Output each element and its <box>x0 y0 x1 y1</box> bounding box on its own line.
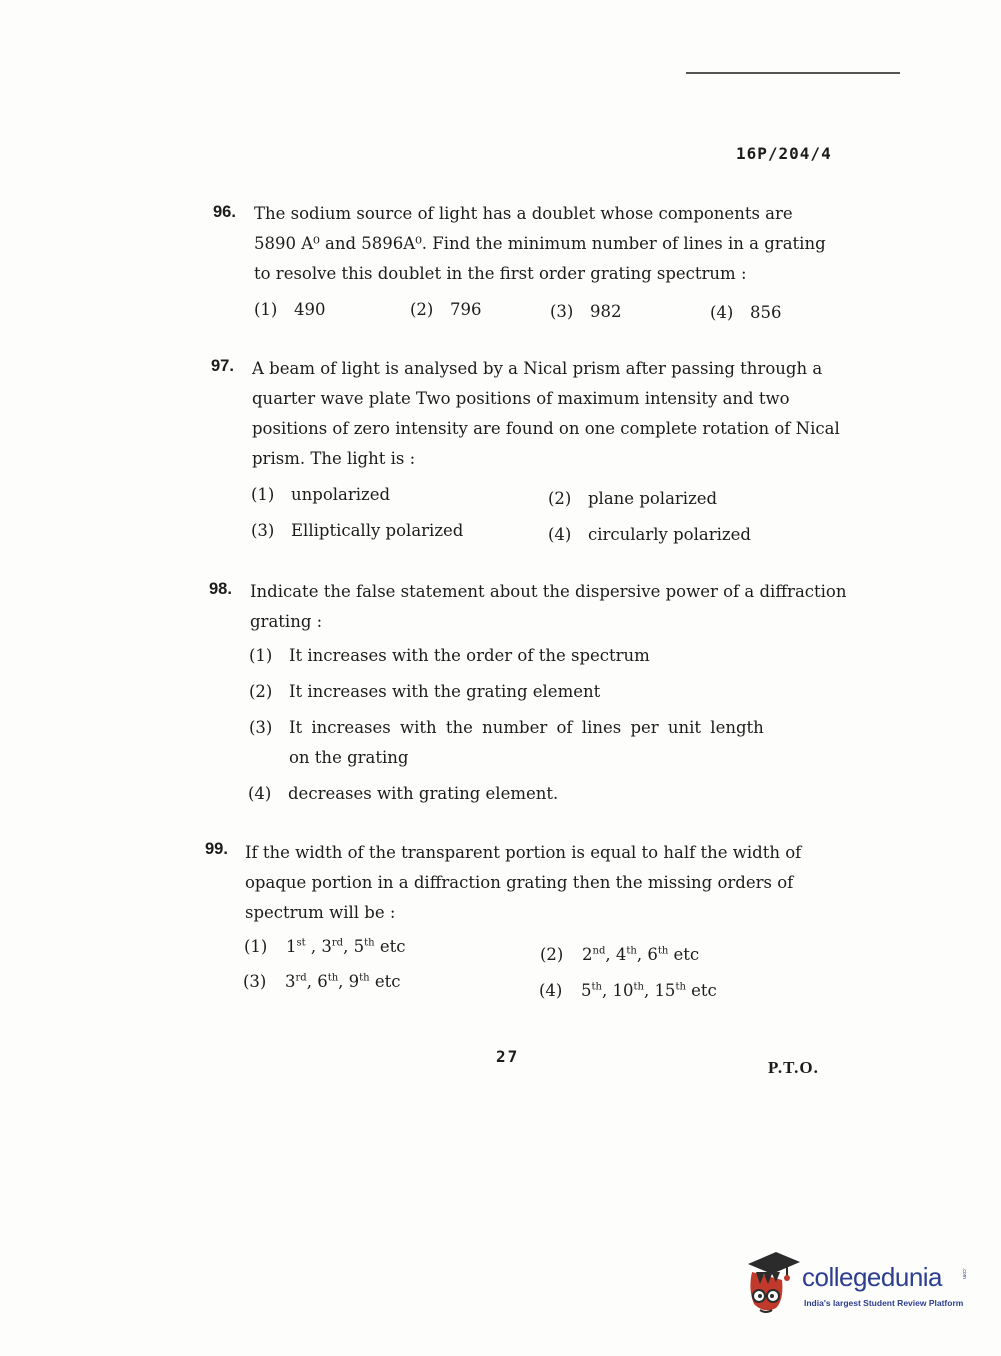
ordinal: 6 <box>647 945 658 964</box>
option: (3) 3rd, 6th, 9th etc <box>243 972 401 991</box>
logo-wordmark: collegedunia <box>802 1262 943 1292</box>
option <box>251 485 390 504</box>
pto-label: P.T.O. <box>768 1058 819 1077</box>
question-text-line: If the width of the transparent portion is equal to half the width of <box>245 843 802 862</box>
question-text-line: The sodium source of light has a doublet whose components are <box>254 204 793 223</box>
question-text-line: positions of zero intensity are found on one complete rotation of Nical <box>252 419 840 438</box>
question-text-line: prism. The light is : <box>252 449 416 468</box>
option-number: (4) <box>548 525 572 544</box>
option-number: (2) <box>540 945 564 964</box>
option-text: It increases with the order of the spectrum <box>289 646 650 665</box>
option-number: (4) <box>539 981 563 1000</box>
question-number: 96. <box>213 203 236 221</box>
ordinal-suffix: nd <box>592 945 606 957</box>
question-text-line: grating : <box>250 612 323 631</box>
option-number: (3) <box>251 521 275 540</box>
option-text: 982 <box>590 302 622 321</box>
option <box>548 489 717 508</box>
option-continuation: on the grating <box>289 748 409 767</box>
ordinal: 9 <box>348 972 360 991</box>
option-number: (1) <box>249 646 273 665</box>
ordinal: 1 <box>286 937 297 956</box>
option <box>251 521 463 540</box>
ordinal-suffix: th <box>327 972 339 984</box>
question-number: 98. <box>209 580 232 598</box>
collegedunia-logo <box>742 1250 972 1320</box>
option-number: (4) <box>248 784 272 803</box>
paper-code: 16P/204/4 <box>736 144 832 163</box>
option-text: It increases with the grating element <box>289 682 601 701</box>
option-tail: etc <box>379 937 406 956</box>
option-tail: etc <box>673 945 700 964</box>
option-tail: etc <box>374 972 401 991</box>
option-number: (1) <box>251 485 275 504</box>
ordinal-suffix: rd <box>331 937 344 949</box>
option <box>248 784 558 803</box>
ordinal: 2 <box>582 945 593 964</box>
option <box>710 303 782 322</box>
option-number: (4) <box>710 303 734 322</box>
option <box>254 300 326 319</box>
option-number: (2) <box>249 682 273 701</box>
option-text: plane polarized <box>588 489 718 508</box>
option-number: (3) <box>249 718 273 737</box>
option-number: (2) <box>410 300 434 319</box>
ordinal: 5 <box>581 981 592 1000</box>
question-text-line: opaque portion in a diffraction grating then the missing orders of <box>245 873 794 892</box>
question-text-line: spectrum will be : <box>245 903 396 922</box>
option-number: (2) <box>548 489 572 508</box>
ordinal-suffix: th <box>633 981 644 993</box>
question-text-line: 5890 A⁰ and 5896A⁰. Find the minimum number of lines in a grating <box>254 234 826 253</box>
option <box>410 300 482 319</box>
ordinal: 15 <box>654 981 676 1000</box>
option-text: 856 <box>750 303 782 322</box>
option <box>249 682 600 701</box>
option-number: (3) <box>243 972 267 991</box>
option <box>550 302 622 321</box>
question-text-line: quarter wave plate Two positions of maximum intensity and two <box>252 389 790 408</box>
ordinal: 3 <box>285 972 296 991</box>
option-text: It increases with the number of lines per unit length <box>289 718 764 737</box>
option-text: 490 <box>294 300 326 319</box>
option-number: (1) <box>244 937 268 956</box>
option-text: unpolarized <box>291 485 391 504</box>
ordinal-suffix: th <box>626 945 637 957</box>
logo-tagline: India's largest Student Review Platform <box>804 1298 964 1308</box>
option-text: Elliptically polarized <box>291 521 464 540</box>
option-number: (1) <box>254 300 278 319</box>
question-text-line: Indicate the false statement about the dispersive power of a diffraction <box>250 582 847 601</box>
option: (4) 5th, 10th, 15th etc <box>539 981 717 1000</box>
option: (2) 2nd, 4th, 6th etc <box>540 945 700 964</box>
question-text-line: A beam of light is analysed by a Nical prism after passing through a <box>252 359 823 378</box>
option-tail: etc <box>691 981 717 1000</box>
top-rule <box>686 72 900 74</box>
ordinal: 5 <box>353 937 365 956</box>
ordinal-suffix: th <box>675 981 686 993</box>
page-number: 27 <box>496 1047 520 1066</box>
option-text: 796 <box>450 300 482 319</box>
option-number: (3) <box>550 302 574 321</box>
ordinal-suffix: rd <box>295 972 307 984</box>
option: (1) 1st , 3rd, 5th etc <box>244 937 406 956</box>
option-text: circularly polarized <box>588 525 751 544</box>
option <box>249 718 764 737</box>
ordinal-suffix: th <box>359 972 370 984</box>
mascot-icon <box>742 1250 802 1320</box>
ordinal-suffix: th <box>657 945 669 957</box>
ordinal: 6 <box>317 972 328 991</box>
question-number: 99. <box>205 840 228 858</box>
ordinal-suffix: th <box>364 937 375 949</box>
ordinal: 3 <box>321 937 332 956</box>
option <box>249 646 650 665</box>
option-text: decreases with grating element. <box>288 784 559 803</box>
question-number: 97. <box>211 357 234 375</box>
ordinal: 10 <box>612 981 634 1000</box>
logo-suffix: .com <box>961 1268 967 1279</box>
ordinal-suffix: th <box>591 981 602 993</box>
ordinal: 4 <box>615 945 627 964</box>
ordinal-suffix: st <box>296 937 306 949</box>
option <box>548 525 751 544</box>
question-text-line: to resolve this doublet in the first order grating spectrum : <box>254 264 747 283</box>
